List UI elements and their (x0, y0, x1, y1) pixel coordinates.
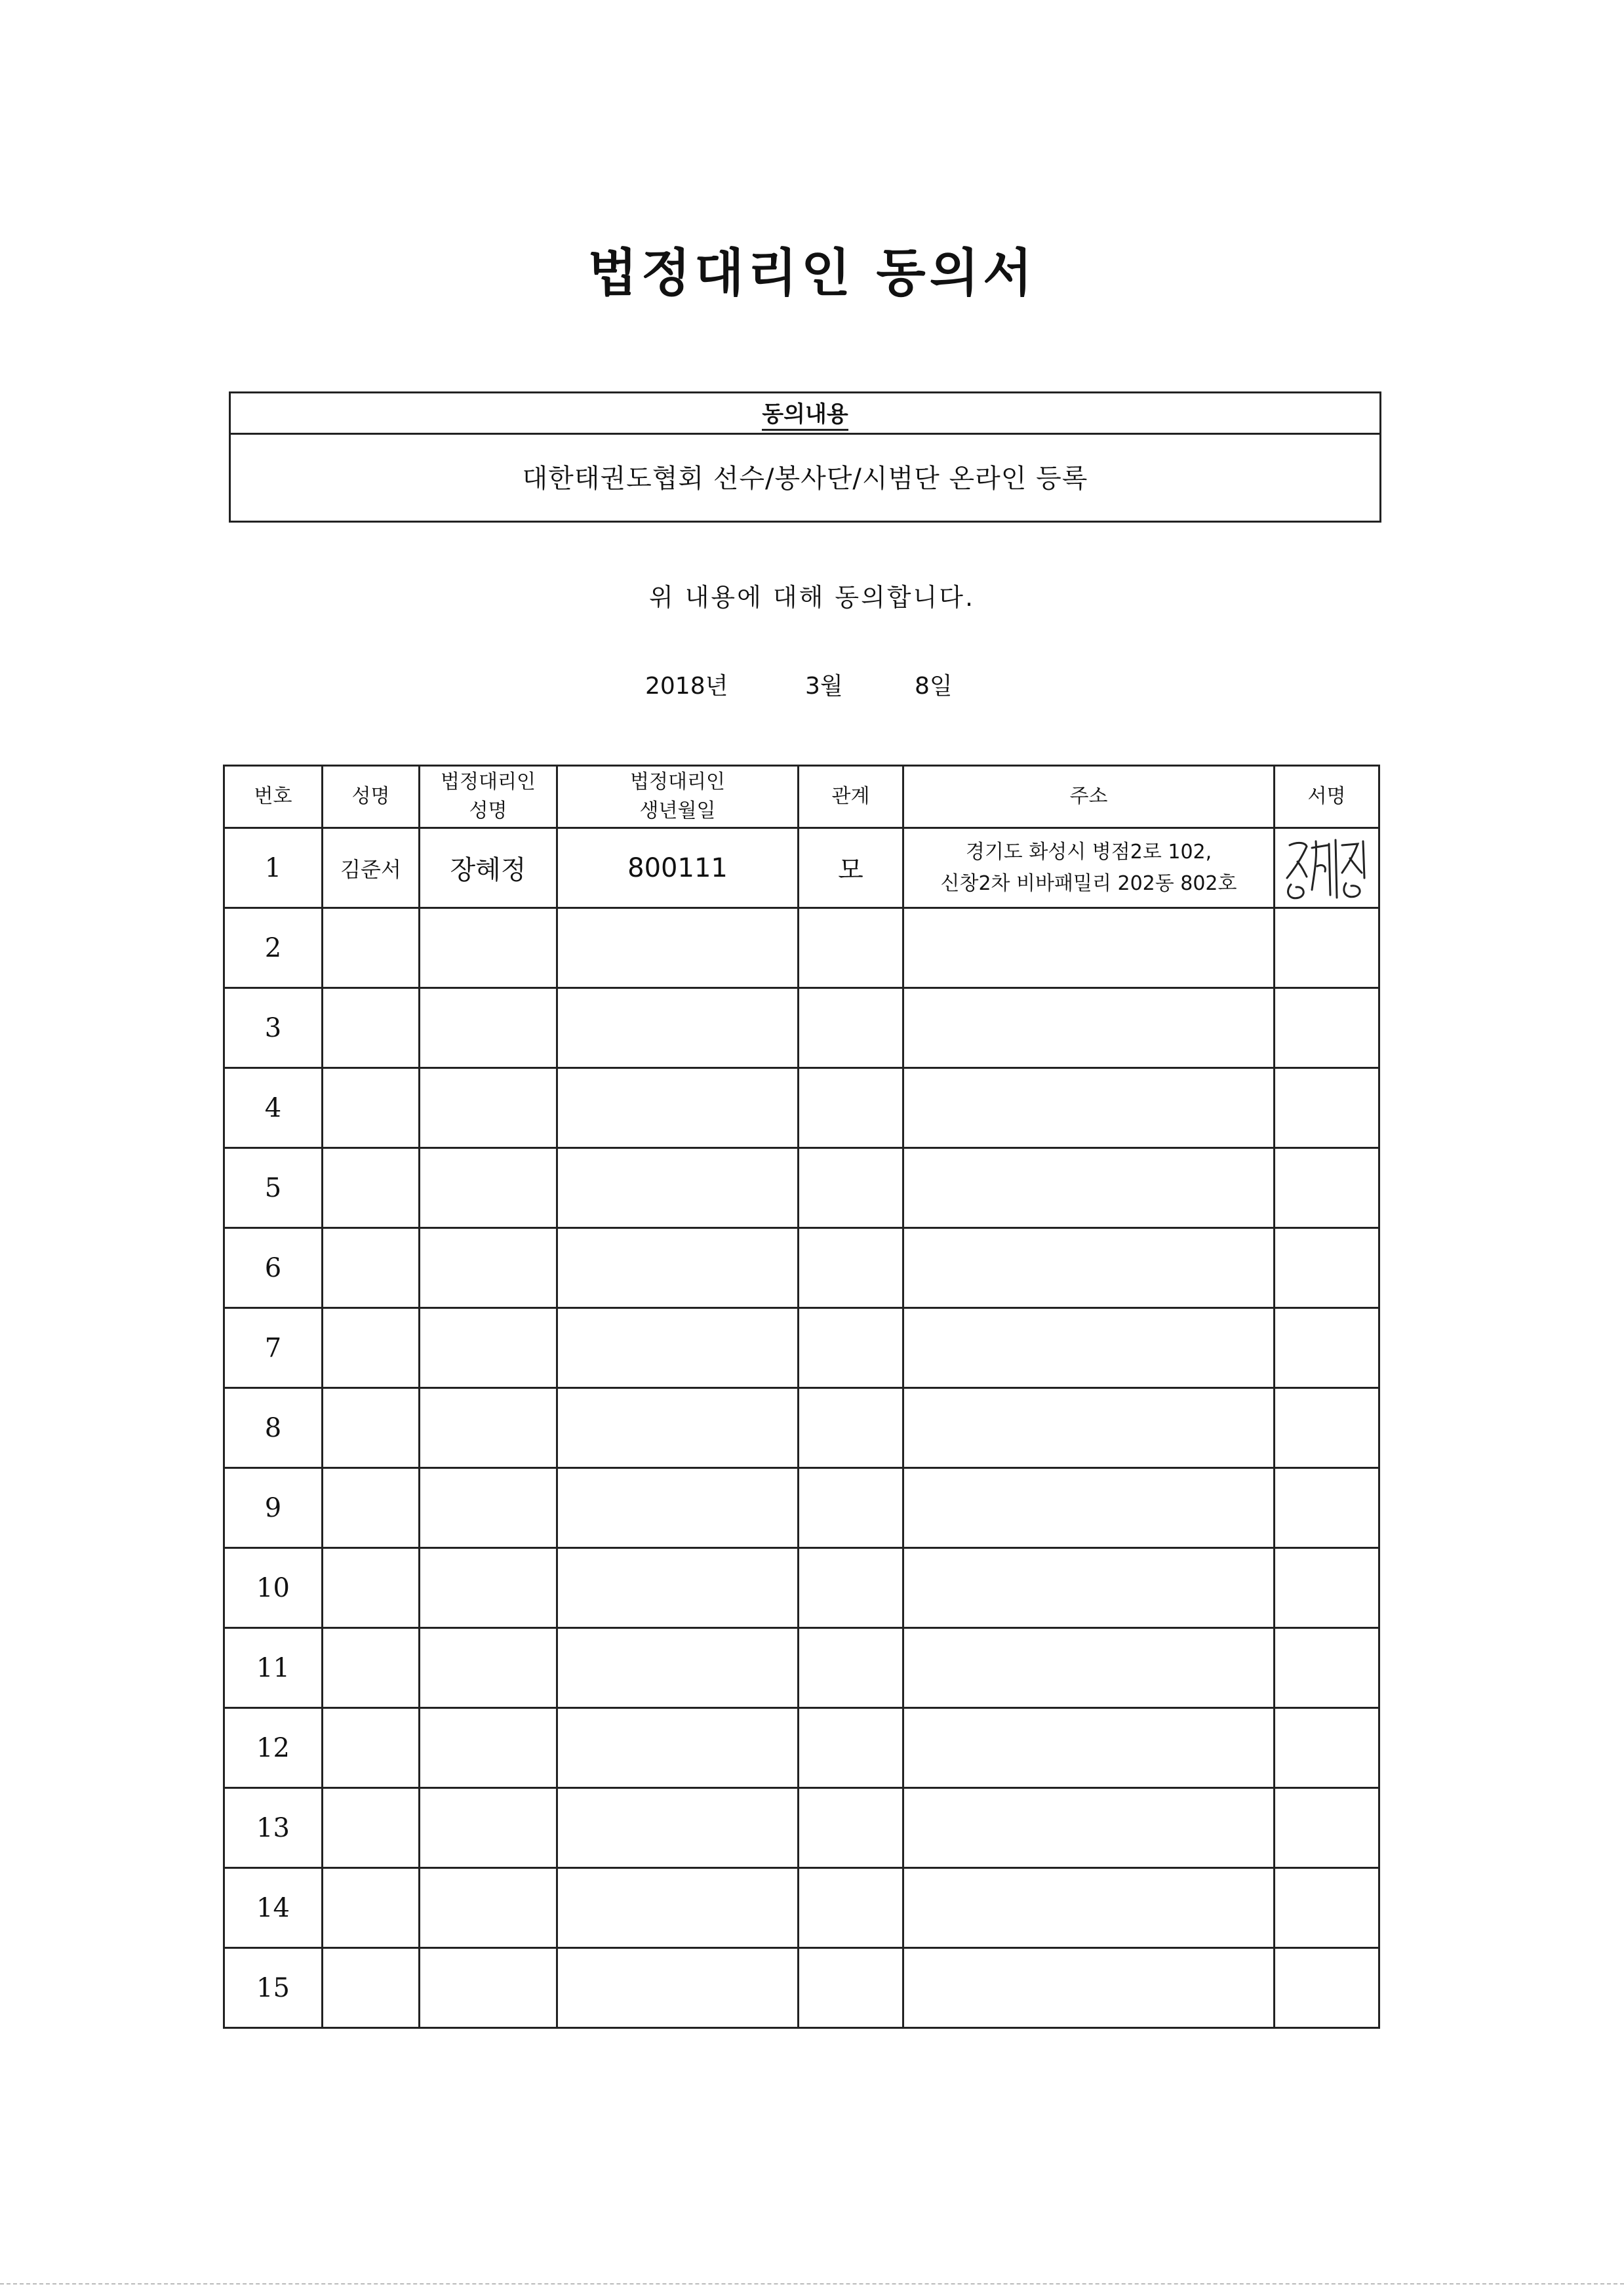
table-row (224, 908, 1379, 988)
consent-header-label: 동의내용 (762, 401, 848, 431)
row-address (903, 1068, 1275, 1148)
row-guardian-birth (557, 1388, 799, 1468)
table-row (224, 1308, 1379, 1388)
table-row (224, 1708, 1379, 1788)
row-relation (799, 1948, 903, 2028)
row-signature (1275, 1948, 1379, 2028)
row-name (323, 1228, 420, 1308)
row-guardian-birth (557, 1468, 799, 1548)
row-name (323, 1948, 420, 2028)
table-row (224, 1148, 1379, 1228)
row-signature (1275, 828, 1379, 908)
row-no: 1 (224, 828, 323, 908)
row-signature (1275, 1148, 1379, 1228)
row-guardian-birth (557, 1308, 799, 1388)
row-name (323, 988, 420, 1068)
row-guardian-birth (557, 1148, 799, 1228)
table-row (224, 988, 1379, 1068)
table-row (224, 1228, 1379, 1308)
table-row (224, 1468, 1379, 1548)
row-name (323, 1628, 420, 1708)
row-guardian-name (420, 908, 557, 988)
header-address: 주소 (903, 766, 1275, 828)
row-signature (1275, 1068, 1379, 1148)
row-name: 김준서 (323, 828, 420, 908)
header-signature: 서명 (1275, 766, 1379, 828)
row-no: 12 (224, 1708, 323, 1788)
row-guardian-name: 장혜정 (420, 828, 557, 908)
row-no: 11 (224, 1628, 323, 1708)
row-name (323, 1468, 420, 1548)
row-guardian-name (420, 1948, 557, 2028)
table-row (224, 1868, 1379, 1948)
row-relation (799, 1468, 903, 1548)
row-no: 7 (224, 1308, 323, 1388)
row-relation: 모 (799, 828, 903, 908)
row-address (903, 1468, 1275, 1548)
row-relation (799, 1228, 903, 1308)
row-guardian-name (420, 1868, 557, 1948)
row-guardian-birth (557, 1788, 799, 1868)
row-guardian-name (420, 1628, 557, 1708)
row-guardian-birth (557, 1708, 799, 1788)
row-address (903, 1948, 1275, 2028)
row-guardian-birth (557, 988, 799, 1068)
row-relation (799, 988, 903, 1068)
row-no: 14 (224, 1868, 323, 1948)
row-relation (799, 908, 903, 988)
row-no: 3 (224, 988, 323, 1068)
row-no: 9 (224, 1468, 323, 1548)
row-no: 5 (224, 1148, 323, 1228)
date-year: 2018년 (645, 673, 728, 700)
date-day: 8일 (915, 673, 953, 700)
row-no: 6 (224, 1228, 323, 1308)
row-address (903, 1548, 1275, 1628)
row-name (323, 1148, 420, 1228)
row-guardian-birth (557, 1548, 799, 1628)
header-guardian-name: 법정대리인 성명 (420, 766, 557, 828)
row-guardian-birth (557, 908, 799, 988)
row-address (903, 1308, 1275, 1388)
row-guardian-birth (557, 1948, 799, 2028)
row-relation (799, 1628, 903, 1708)
row-no: 4 (224, 1068, 323, 1148)
row-signature (1275, 1868, 1379, 1948)
header-relation: 관계 (799, 766, 903, 828)
table-row (224, 828, 1379, 908)
row-signature (1275, 1388, 1379, 1468)
row-no: 2 (224, 908, 323, 988)
row-guardian-name (420, 1068, 557, 1148)
row-name (323, 1308, 420, 1388)
row-no: 13 (224, 1788, 323, 1868)
row-relation (799, 1548, 903, 1628)
row-relation (799, 1148, 903, 1228)
header-name: 성명 (323, 766, 420, 828)
row-signature (1275, 1628, 1379, 1708)
row-guardian-birth: 800111 (557, 828, 799, 908)
row-no: 15 (224, 1948, 323, 2028)
row-signature (1275, 1788, 1379, 1868)
table-row (224, 1948, 1379, 2028)
handwritten-signature (1278, 832, 1376, 904)
header-no: 번호 (224, 766, 323, 828)
table-row (224, 1628, 1379, 1708)
row-name (323, 1548, 420, 1628)
row-relation (799, 1388, 903, 1468)
row-guardian-name (420, 1308, 557, 1388)
row-guardian-birth (557, 1628, 799, 1708)
row-name (323, 1788, 420, 1868)
row-guardian-name (420, 1548, 557, 1628)
row-guardian-name (420, 1148, 557, 1228)
row-address (903, 1388, 1275, 1468)
row-address (903, 1788, 1275, 1868)
header-guardian-birth: 법정대리인 생년월일 (557, 766, 799, 828)
row-address (903, 1868, 1275, 1948)
row-address (903, 1148, 1275, 1228)
row-signature (1275, 988, 1379, 1068)
consent-box (229, 391, 1381, 523)
row-guardian-name (420, 1788, 557, 1868)
row-signature (1275, 1228, 1379, 1308)
row-signature (1275, 908, 1379, 988)
row-guardian-name (420, 1388, 557, 1468)
row-signature (1275, 1708, 1379, 1788)
row-no: 8 (224, 1388, 323, 1468)
table-row (224, 1788, 1379, 1868)
document-title: 법정대리인 동의서 (587, 244, 1037, 303)
row-guardian-birth (557, 1068, 799, 1148)
row-address (903, 1228, 1275, 1308)
row-guardian-name (420, 1228, 557, 1308)
agree-statement: 위 내용에 대해 동의합니다. (648, 583, 976, 612)
row-guardian-name (420, 1468, 557, 1548)
row-address (903, 1628, 1275, 1708)
row-name (323, 908, 420, 988)
row-guardian-birth (557, 1868, 799, 1948)
date-month: 3월 (805, 673, 843, 700)
table-row (224, 1388, 1379, 1468)
row-guardian-birth (557, 1228, 799, 1308)
row-name (323, 1708, 420, 1788)
row-address (903, 1708, 1275, 1788)
guardian-table (223, 765, 1380, 2029)
row-no: 10 (224, 1548, 323, 1628)
row-guardian-name (420, 988, 557, 1068)
row-address (903, 908, 1275, 988)
row-address (903, 988, 1275, 1068)
row-name (323, 1868, 420, 1948)
row-relation (799, 1308, 903, 1388)
row-signature (1275, 1468, 1379, 1548)
row-signature (1275, 1548, 1379, 1628)
row-name (323, 1068, 420, 1148)
page-edge-line (0, 2283, 1624, 2285)
consent-header (231, 393, 1379, 435)
table-header-row (224, 766, 1379, 828)
row-relation (799, 1868, 903, 1948)
table-row (224, 1548, 1379, 1628)
row-name (323, 1388, 420, 1468)
row-guardian-name (420, 1708, 557, 1788)
row-relation (799, 1788, 903, 1868)
row-address: 경기도 화성시 병점2로 102, 신창2차 비바패밀리 202동 802호 (903, 828, 1275, 908)
row-relation (799, 1068, 903, 1148)
table-row (224, 1068, 1379, 1148)
consent-content: 대한태권도협회 선수/봉사단/시범단 온라인 등록 (522, 464, 1088, 494)
row-relation (799, 1708, 903, 1788)
row-signature (1275, 1308, 1379, 1388)
